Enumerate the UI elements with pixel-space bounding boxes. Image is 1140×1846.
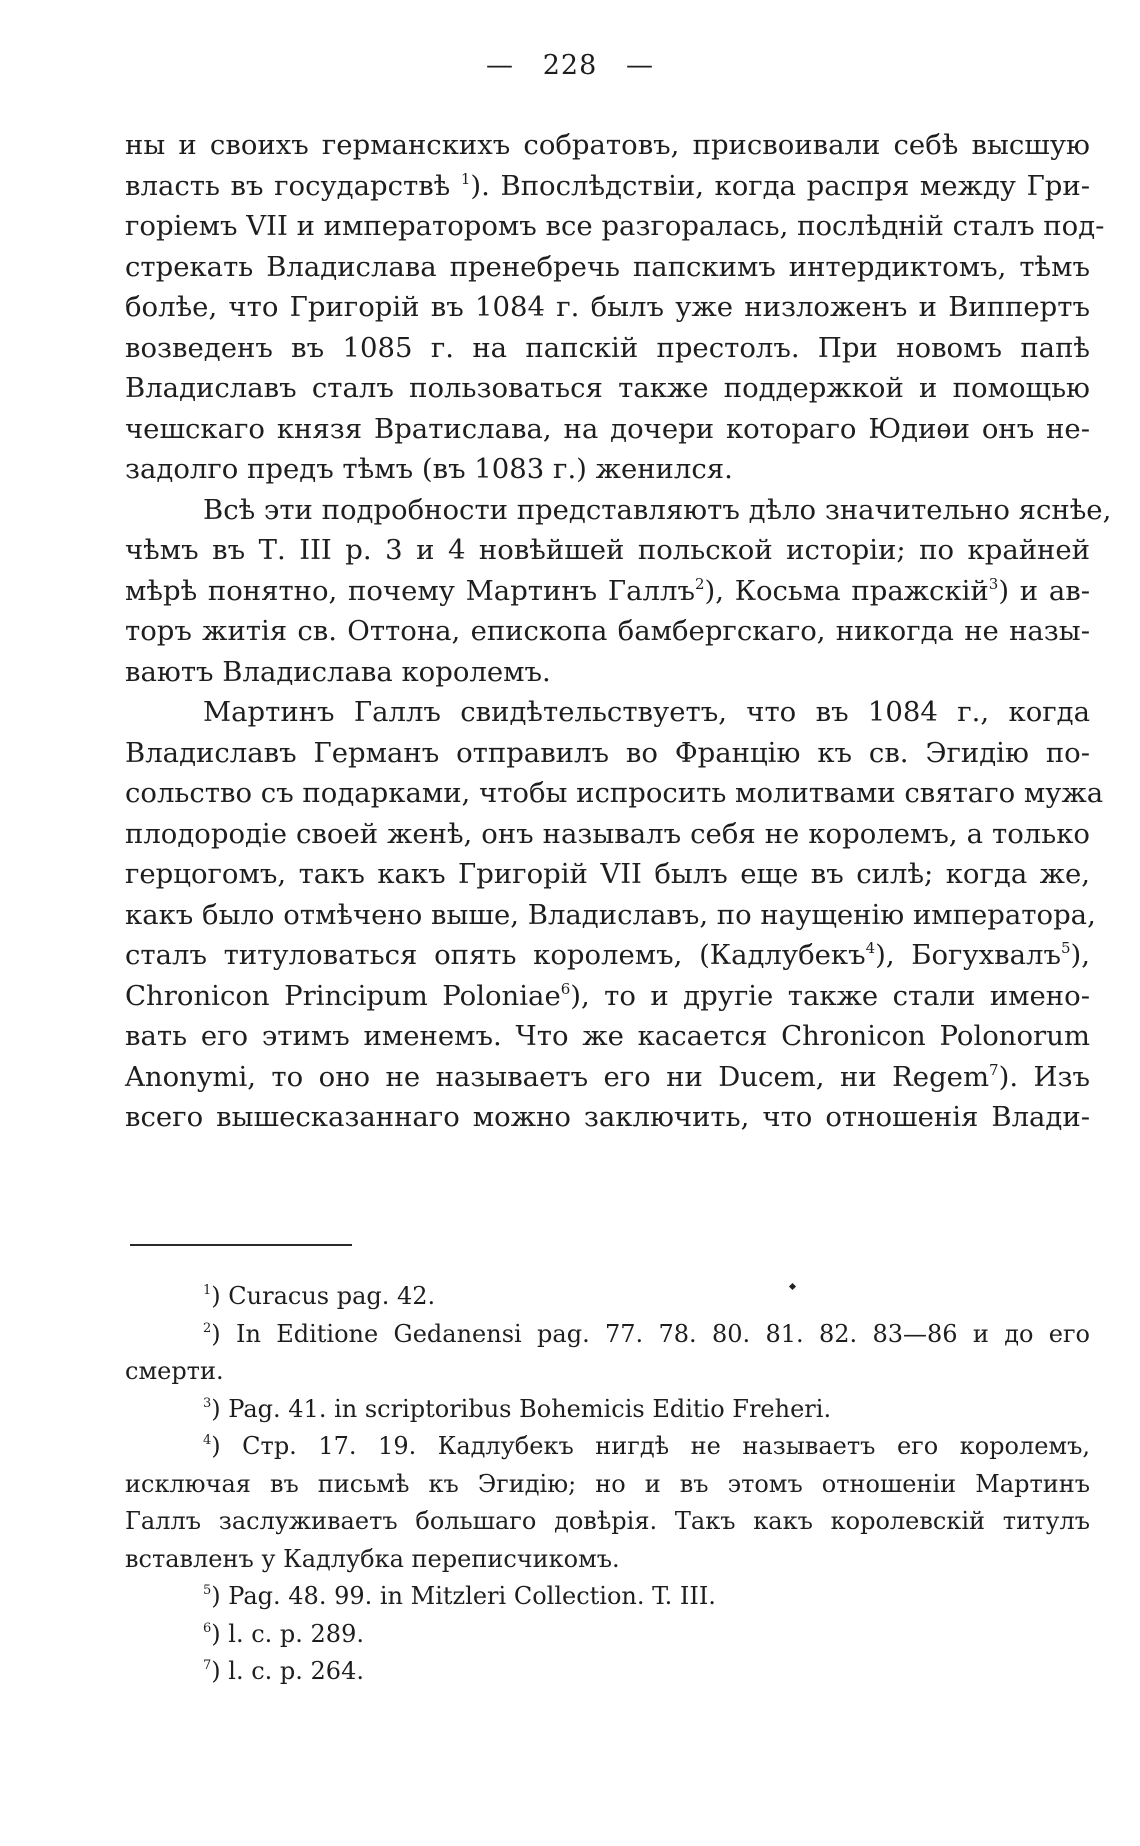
footnote-7: $^7$) l. c. p. 264. xyxy=(203,1657,364,1685)
footnote-mark: 3 xyxy=(203,1395,212,1411)
footnote-4-continued: исключая въ письмѣ къ Эгидію; но и въ этомъ отношеніи Мартинъ xyxy=(125,1469,1090,1498)
footnote-ref: 7 xyxy=(989,1060,999,1079)
footnote-ref: 2 xyxy=(694,574,705,593)
footnote-4-continued: Галлъ заслуживаетъ большаго довѣрія. Такъ какъ королевскій титулъ xyxy=(125,1507,1090,1535)
footnote-mark: 1 xyxy=(203,1283,212,1298)
text-line: мѣрѣ понятно, почему Мартинъ Галлъ$^2$), Косьма пражскій$^3$) и ав- xyxy=(125,574,1090,607)
text-line: задолго предъ тѣмъ (въ 1083 г.) женился. xyxy=(125,453,733,485)
text-line: стрекать Владислава пренебречь папскимъ интердиктомъ, тѣмъ xyxy=(125,250,1090,283)
main-text xyxy=(125,125,1112,1138)
page-number: — 228 — xyxy=(485,50,655,81)
paragraph-3 xyxy=(125,692,1104,1138)
footnote-ref: 1 xyxy=(460,169,471,188)
footnote-divider xyxy=(130,1244,352,1246)
text-line: возведенъ въ 1085 г. на папскій престолъ. При новомъ папѣ xyxy=(125,331,1090,364)
text-line: сольство съ подарками, чтобы испросить молитвами святаго мужа xyxy=(125,777,1104,809)
footnote-ref: 6 xyxy=(560,979,571,998)
paragraph-2 xyxy=(125,490,1112,693)
footnote-ref: 3 xyxy=(988,574,999,593)
text-line: Chronicon Principum Poloniae$^6$), то и другіе также стали имено- xyxy=(125,979,1090,1012)
footnote-2-continued: смерти. xyxy=(125,1357,224,1385)
text-line: герцогомъ, такъ какъ Григорій VII былъ еще въ силѣ; когда же, xyxy=(125,858,1090,890)
text-line: торъ житія св. Оттона, епископа бамбергскаго, никогда не назы- xyxy=(125,615,1090,647)
text-line: какъ было отмѣчено выше, Владиславъ, по наущенію императора, xyxy=(125,898,1096,931)
text-line: болѣе, что Григорій въ 1084 г. былъ уже низложенъ и Виппертъ xyxy=(125,291,1090,323)
footnotes xyxy=(125,1278,1090,1691)
footnote-2: $^2$) In Editione Gedanensi pag. 77. 78. 80. 81. 82. 83—86 и до его xyxy=(203,1319,1090,1348)
footnote-4-continued: вставленъ у Кадлубка переписчикомъ. xyxy=(125,1544,620,1573)
text-line: Владиславъ сталъ пользоваться также поддержкой и помощью xyxy=(125,372,1090,404)
footnote-4: $^4$) Стр. 17. 19. Кадлубекъ нигдѣ не называетъ его королемъ, xyxy=(203,1432,1090,1460)
footnote-mark: 5 xyxy=(203,1583,212,1598)
paragraph-1 xyxy=(125,125,1105,490)
footnote-5: $^5$) Pag. 48. 99. in Mitzleri Collection. T. III. xyxy=(203,1582,716,1610)
text-line: чешскаго князя Вратислава, на дочери котораго Юдиѳи онъ не- xyxy=(125,412,1090,445)
footnote-mark: 6 xyxy=(203,1620,212,1636)
text-line: ваютъ Владислава королемъ. xyxy=(125,655,551,688)
text-line: ны и своихъ германскихъ собратовъ, присвоивали себѣ высшую xyxy=(125,129,1090,161)
text-line: сталъ титуловаться опять королемъ, (Кадлубекъ$^4$), Богухвалъ$^5$), xyxy=(125,939,1091,971)
text-line: Мартинъ Галлъ свидѣтельствуетъ, что въ 1084 г., когда xyxy=(203,696,1090,728)
footnote-mark: 7 xyxy=(203,1658,212,1673)
text-line: вать его этимъ именемъ. Что же касается Chronicon Polonorum xyxy=(125,1020,1090,1052)
text-line: горіемъ VII и императоромъ все разгоралась, послѣдній сталъ под- xyxy=(125,210,1105,242)
text-line: Всѣ эти подробности представляютъ дѣло значительно яснѣе, xyxy=(203,493,1112,526)
text-line: Владиславъ Германъ отправилъ во Францію къ св. Эгидію по- xyxy=(125,736,1090,769)
text-line: Anonymi, то оно не называетъ его ни Ducem, ни Regem$^7$). Изъ xyxy=(125,1060,1090,1093)
footnote-mark: 4 xyxy=(203,1433,212,1448)
footnote-ref: 5 xyxy=(1060,939,1071,957)
footnote-1: $^1$) Curacus pag. 42. xyxy=(203,1282,436,1310)
footnote-3: $^3$) Pag. 41. in scriptoribus Bohemicis Editio Freheri. xyxy=(203,1394,832,1423)
footnote-ref: 4 xyxy=(865,939,876,957)
footnote-mark: 2 xyxy=(203,1320,212,1336)
text-line: всего вышесказаннаго можно заключить, что отношенія Влади- xyxy=(125,1101,1090,1133)
footnote-6: $^6$) l. c. p. 289. xyxy=(203,1619,364,1648)
text-line: плодородіе своей женѣ, онъ называлъ себя не королемъ, а только xyxy=(125,817,1090,850)
text-line: чѣмъ въ Т. III р. 3 и 4 новѣйшей польской исторіи; по крайней xyxy=(125,534,1090,566)
text-line: власть въ государствѣ $^1$). Впослѣдствіи, когда распря между Гри- xyxy=(125,169,1090,202)
